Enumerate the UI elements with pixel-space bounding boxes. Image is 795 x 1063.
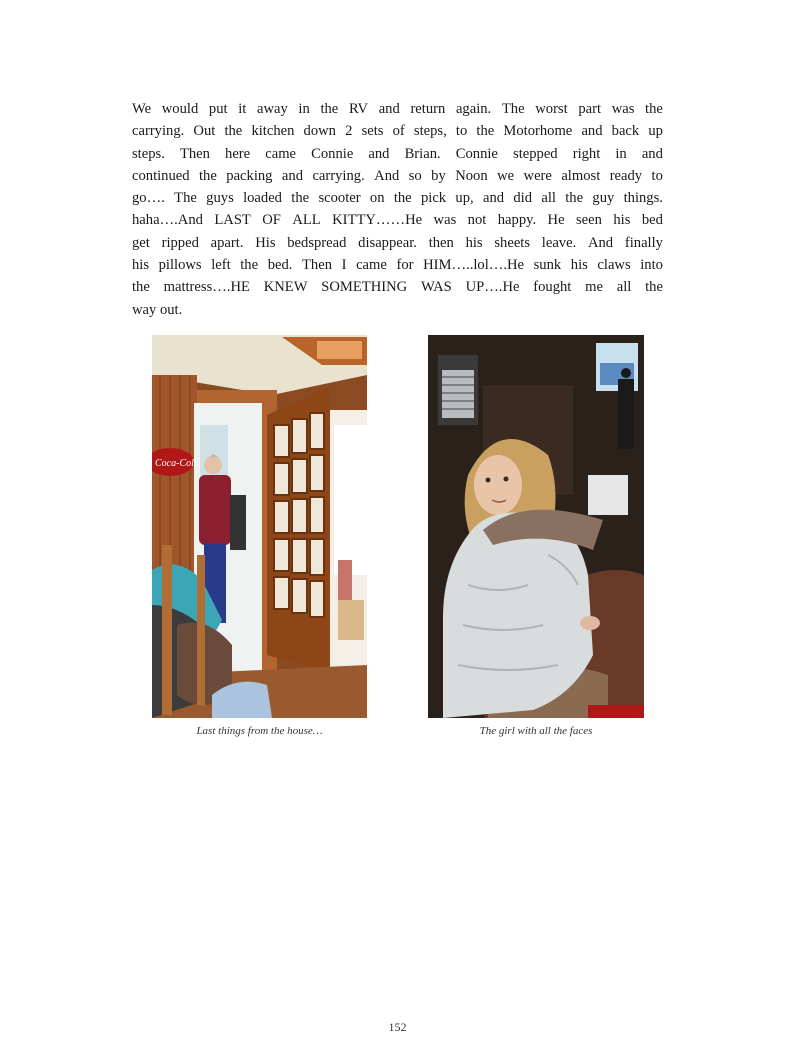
word: ripped <box>161 234 199 251</box>
word: the <box>291 190 310 207</box>
word: down <box>303 123 336 140</box>
word: HIM…..lol….He <box>423 257 525 274</box>
word: bedspread <box>287 234 347 251</box>
word: way out. <box>132 301 183 318</box>
word: it <box>238 101 247 117</box>
word: return <box>410 101 446 117</box>
word: by <box>431 167 446 184</box>
word: Noon <box>455 167 488 184</box>
word: back <box>611 123 640 140</box>
word: leave. <box>541 234 577 251</box>
word: ready <box>609 167 643 184</box>
word: left <box>211 257 231 274</box>
word: carrying. <box>312 167 365 184</box>
word: fought <box>533 279 572 296</box>
word: go…. <box>132 190 165 207</box>
word: part <box>578 101 602 117</box>
word: I <box>341 257 347 274</box>
word: claws <box>597 257 631 274</box>
word: bed <box>641 212 663 229</box>
text-line <box>132 299 663 321</box>
text-line <box>132 165 663 187</box>
word: into <box>640 257 663 274</box>
word: not <box>467 212 487 229</box>
word: the <box>645 101 663 117</box>
word: right <box>572 145 601 162</box>
word: and <box>378 101 400 117</box>
word: And <box>374 167 400 184</box>
word: WAS <box>420 279 452 296</box>
word: Connie <box>455 145 498 162</box>
photo-caption: The girl with all the faces <box>479 725 593 737</box>
word: Then <box>179 145 210 162</box>
word: Brian. <box>404 145 441 162</box>
word: put <box>208 101 228 117</box>
body-paragraph <box>132 98 663 321</box>
word: up, <box>455 190 474 207</box>
word: his <box>613 212 631 229</box>
word: seen <box>576 212 602 229</box>
word: in <box>298 101 310 117</box>
word: haha….And <box>132 212 203 229</box>
word: and <box>482 190 505 207</box>
word: again. <box>455 101 492 117</box>
word: scooter <box>318 190 361 207</box>
word: the <box>393 190 412 207</box>
text-line <box>132 187 663 209</box>
word: ALL <box>292 212 321 229</box>
word: was <box>433 212 457 229</box>
photo-caption: Last things from the house… <box>196 725 323 737</box>
word: worst <box>535 101 568 117</box>
word: all <box>616 279 632 296</box>
word: guys <box>206 190 234 207</box>
word: to <box>455 123 468 140</box>
word: loaded <box>243 190 282 207</box>
word: We <box>132 101 152 117</box>
word: the <box>240 257 259 274</box>
word: disappear. <box>358 234 417 251</box>
word: OF <box>262 212 281 229</box>
word: RV <box>348 101 369 117</box>
word: sets <box>361 123 384 140</box>
text-line <box>132 232 663 254</box>
word: and <box>581 123 603 140</box>
coca-cola-sign: Coca-Cola <box>155 458 199 469</box>
photo-girl <box>428 335 644 718</box>
word: finally <box>624 234 663 251</box>
word: His <box>255 234 276 251</box>
word: the <box>320 101 339 117</box>
word: carrying. <box>132 123 185 140</box>
word: continued <box>132 167 190 184</box>
word: steps, <box>413 123 447 140</box>
word: happy. <box>497 212 537 229</box>
word: here <box>225 145 251 162</box>
word: steps. <box>132 145 165 162</box>
word: Motorhome <box>503 123 573 140</box>
word: almost <box>561 167 601 184</box>
word: The <box>174 190 197 207</box>
word: stepped <box>513 145 558 162</box>
text-line <box>132 98 663 120</box>
word: packing <box>226 167 273 184</box>
text-line <box>132 209 663 231</box>
word: the <box>224 123 243 140</box>
word: his <box>132 257 150 274</box>
word: the <box>132 279 150 296</box>
word: bed. <box>267 257 293 274</box>
word: up <box>648 123 663 140</box>
word: Connie <box>311 145 354 162</box>
word: And <box>587 234 614 251</box>
word: Out <box>193 123 216 140</box>
word: were <box>523 167 552 184</box>
word: the <box>565 190 584 207</box>
word: was <box>611 101 635 117</box>
word: apart. <box>210 234 244 251</box>
word: the <box>476 123 495 140</box>
word: to <box>651 167 663 184</box>
word: sheets <box>494 234 531 251</box>
word: things. <box>623 190 663 207</box>
word: KNEW <box>263 279 308 296</box>
text-line <box>132 276 663 298</box>
word: the <box>645 279 663 296</box>
word: in <box>615 145 627 162</box>
page-number: 152 <box>388 1020 407 1034</box>
word: and <box>368 145 390 162</box>
word: did <box>513 190 533 207</box>
word: kitchen <box>251 123 295 140</box>
text-line <box>132 254 663 276</box>
word: of <box>392 123 405 140</box>
word: and <box>281 167 303 184</box>
word: KITTY……He <box>332 212 423 229</box>
word: on <box>369 190 385 207</box>
photo-house-doorway <box>152 335 367 718</box>
word: The <box>501 101 525 117</box>
word: so <box>408 167 422 184</box>
word: for <box>396 257 414 274</box>
word: the <box>199 167 217 184</box>
word: away <box>256 101 288 117</box>
word: would <box>161 101 199 117</box>
word: UP….He <box>465 279 520 296</box>
word: pillows <box>158 257 202 274</box>
word: pick <box>420 190 447 207</box>
word: sunk <box>533 257 562 274</box>
word: came <box>265 145 297 162</box>
word: He <box>547 212 565 229</box>
word: guy <box>592 190 615 207</box>
word: we <box>497 167 515 184</box>
word: me <box>585 279 603 296</box>
word: came <box>356 257 387 274</box>
text-line <box>132 143 663 165</box>
word: Then <box>302 257 333 274</box>
word: mattress….HE <box>163 279 250 296</box>
word: all <box>541 190 556 207</box>
word: get <box>132 234 150 251</box>
word: his <box>465 234 483 251</box>
word: 2 <box>345 123 353 140</box>
word: SOMETHING <box>321 279 408 296</box>
text-line <box>132 120 663 142</box>
word: then <box>428 234 454 251</box>
word: and <box>641 145 663 162</box>
word: his <box>570 257 588 274</box>
word: LAST <box>214 212 251 229</box>
